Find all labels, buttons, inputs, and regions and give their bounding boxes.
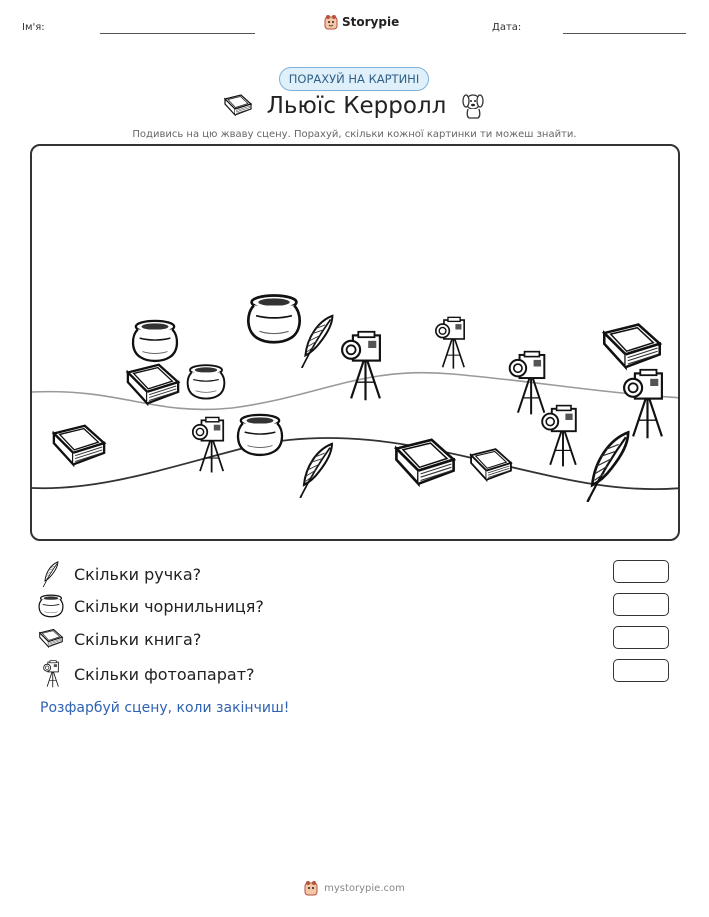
coloring-note: Розфарбуй сцену, коли закінчиш! [40, 700, 290, 716]
tripod-camera-icon [624, 370, 662, 438]
footer-url[interactable]: mystorypie.com [324, 882, 405, 894]
storypie-mascot-icon [324, 14, 338, 30]
inkwell-icon [133, 321, 177, 361]
book-icon [396, 440, 453, 484]
question-row-inkwell [38, 594, 264, 618]
question-text: Скільки книга? [74, 629, 202, 649]
tripod-camera-icon [38, 660, 64, 688]
name-field[interactable] [100, 33, 255, 34]
book-icon [471, 449, 511, 480]
counting-scene [30, 144, 680, 541]
scene-drawing [32, 146, 680, 541]
inkwell-icon [38, 594, 64, 618]
question-row-pen [38, 561, 201, 587]
tripod-camera-icon [542, 406, 576, 467]
storypie-mascot-icon [304, 880, 318, 896]
answer-box-camera[interactable] [613, 659, 669, 682]
activity-badge: ПОРАХУЙ НА КАРТИНІ [279, 67, 429, 91]
brand-logo [324, 14, 399, 30]
book-icon [54, 426, 104, 465]
instructions: Подивись на цю жваву сцену. Порахуй, скільки кожної картинки ти можеш знайти. [132, 129, 577, 140]
inkwell-icon [238, 415, 282, 455]
question-text: Скільки чорнильниця? [74, 596, 264, 616]
quill-icon [587, 432, 628, 502]
question-row-camera [38, 660, 255, 688]
inkwell-icon [248, 295, 299, 342]
title-text: Льюїс Керролл [266, 93, 447, 119]
date-field[interactable] [563, 33, 686, 34]
page-title [0, 92, 709, 120]
name-label: Ім'я: [22, 22, 45, 33]
front-hill-line [32, 438, 680, 489]
inkwell-icon [188, 365, 225, 398]
quill-icon [38, 561, 64, 587]
book-icon [38, 627, 64, 651]
book-icon [223, 94, 253, 118]
book-icon [128, 365, 178, 404]
tripod-camera-icon [342, 332, 380, 400]
question-text: Скільки фотоапарат? [74, 664, 255, 684]
question-row-book [38, 627, 201, 651]
quill-icon [302, 316, 333, 368]
answer-box-pen[interactable] [613, 560, 669, 583]
answer-box-book[interactable] [613, 626, 669, 649]
brand-name: Storypie [342, 15, 400, 29]
date-label: Дата: [492, 22, 522, 33]
answer-box-inkwell[interactable] [613, 593, 669, 616]
puppy-icon [460, 92, 486, 120]
question-text: Скільки ручка? [74, 564, 202, 584]
footer [0, 880, 709, 896]
tripod-camera-icon [193, 417, 223, 472]
tripod-camera-icon [436, 317, 464, 368]
quill-icon [300, 444, 332, 498]
book-icon [604, 325, 659, 368]
